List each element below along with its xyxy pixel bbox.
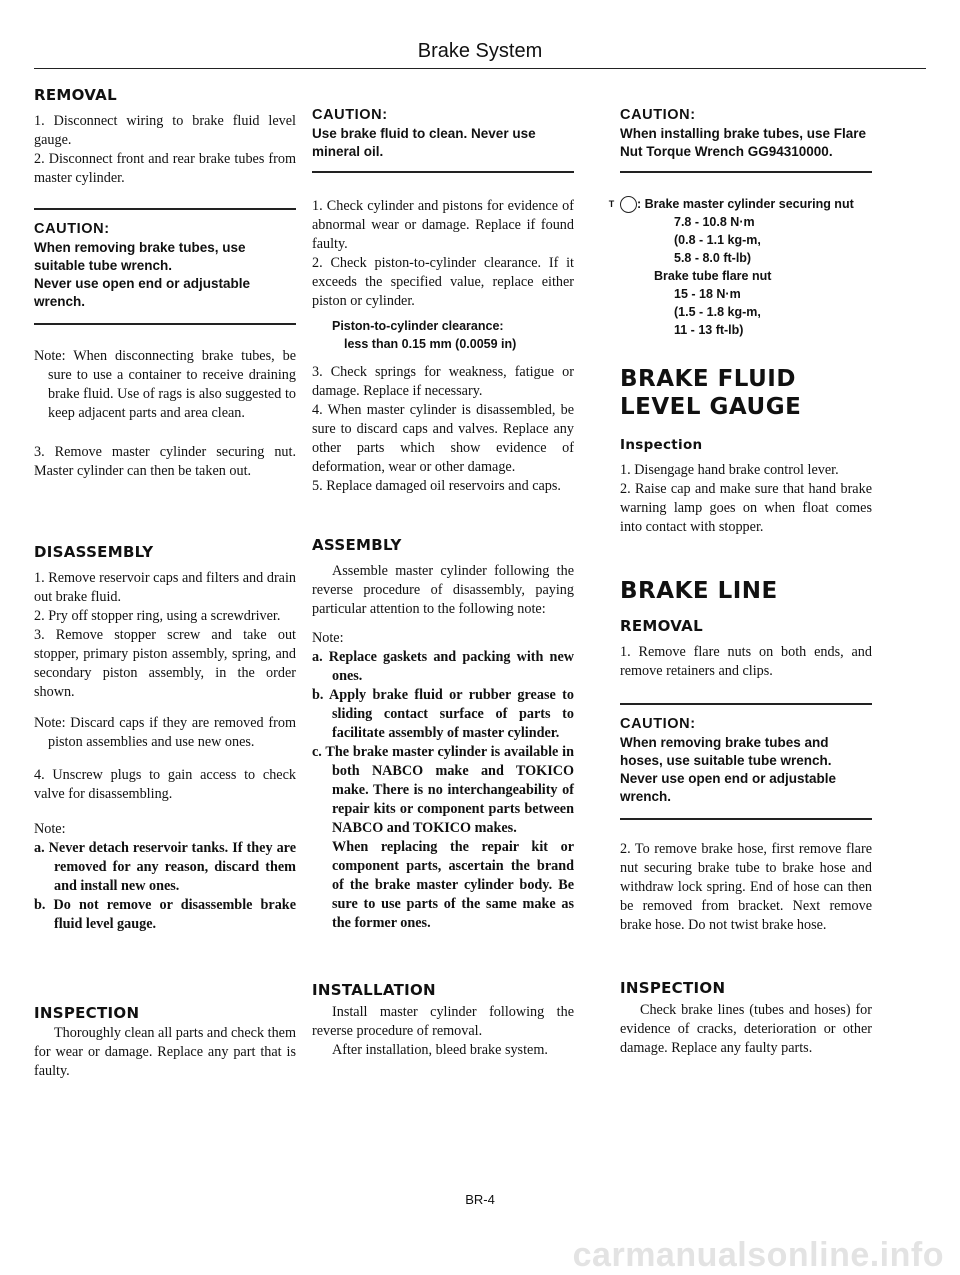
check-step-4: 4. When master cylinder is disassembled, be sure to discard caps and valves. Replace any other parts which show evidence of deformation, wear or other damage. [312, 402, 574, 475]
disassembly-step-4: 4. Unscrew plugs to gain access to check valve for disassembling. [34, 767, 296, 802]
inspection-heading: INSPECTION [34, 1004, 140, 1022]
brake-line-inspection-heading: INSPECTION [620, 979, 726, 998]
check-step-3: 3. Check springs for weakness, fatigue or damage. Replace if necessary. [312, 364, 574, 399]
caution-text: Never use open end or adjustable wrench. [34, 276, 251, 309]
page-number: BR-4 [465, 1192, 495, 1207]
assembly-text: Assemble master cylinder following the reverse procedure of disassembly, paying particular attention to the following note: [312, 563, 574, 617]
torque-line-2: Brake tube flare nut [654, 269, 772, 284]
page-title: Brake System [417, 40, 543, 62]
disassembly-step-3: 3. Remove stopper screw and take out stopper, primary piston assembly, spring, and secondary piston assembly, in the order shown. [34, 627, 296, 700]
torque-line-1 [608, 195, 872, 213]
assembly-item-c-cont: When replacing the repair kit or component parts, ascertain the brand of the brake master cylinder body. Be sure to use parts of the same make as the former ones. [332, 839, 574, 931]
assembly-note-label: Note: [312, 630, 344, 646]
brake-line-heading: BRAKE LINE [620, 578, 778, 605]
installation-text-1: Install master cylinder following the reverse procedure of removal. [312, 1004, 574, 1039]
brake-line-removal-heading: REMOVAL [620, 617, 703, 636]
brake-line-step-2: 2. To remove brake hose, first remove flare nut securing brake tube to brake hose and withdraw lock spring. End of hose can then be removed from bracket. Next remove brake hose. Do not twist brake hose. [620, 841, 872, 934]
assembly-item-b: b. Apply brake fluid or rubber grease to sliding contact surface of parts to facilitate assembly of master cylinder. [312, 687, 574, 741]
installation-text-2: After installation, bleed brake system. [332, 1042, 548, 1058]
note2-label: Note: [34, 821, 66, 837]
disassembly-step-2: 2. Pry off stopper ring, using a screwdriver. [34, 608, 281, 624]
caution-title: CAUTION: [312, 107, 388, 123]
brake-line-step-1: 1. Remove flare nuts on both ends, and remove retainers and clips. [620, 644, 872, 680]
column-right [608, 84, 872, 1058]
torque-spec-1c: 5.8 - 8.0 ft-lb) [674, 251, 752, 266]
fluid-gauge-step-2: 2. Raise cap and make sure that hand brake warning lamp goes on when float comes into contact with stopper. [620, 481, 872, 536]
note2-item-b: b. Do not remove or disassemble brake fluid level gauge. [34, 897, 296, 932]
torque-label: : Brake master cylinder securing nut [637, 197, 854, 211]
removal-step-3: 3. Remove master cylinder securing nut. Master cylinder can then be taken out. [34, 444, 296, 479]
removal-heading: REMOVAL [34, 86, 117, 104]
check-step-1: 1. Check cylinder and pistons for evidence of abnormal wear or damage. Replace if found faulty. [312, 198, 574, 252]
removal-note [34, 347, 296, 423]
column-middle [312, 84, 574, 1060]
caution-box-install [620, 84, 872, 173]
disassembly-heading: DISASSEMBLY [34, 543, 154, 561]
installation-heading: INSTALLATION [312, 981, 436, 999]
fluid-gauge-step-1: 1. Disengage hand brake control lever. [620, 462, 839, 479]
fluid-gauge-heading: BRAKE FLUID LEVEL GAUGE [620, 366, 802, 421]
column-left [34, 84, 296, 1081]
assembly-item-c: c. The brake master cylinder is available in both NABCO make and TOKICO make. There is no interchangeability of repair kits or component parts between NABCO and TOKICO makes. [312, 744, 574, 836]
fluid-gauge-subheading: Inspection [620, 437, 703, 454]
removal-step-1: 1. Disconnect wiring to brake fluid level gauge. [34, 113, 296, 148]
check-step-5: 5. Replace damaged oil reservoirs and caps. [312, 478, 561, 494]
torque-spec-2a: 15 - 18 N·m [674, 287, 741, 302]
caution-title: CAUTION: [620, 107, 696, 123]
caution-title: CAUTION: [34, 221, 110, 237]
caution-box-removal [34, 208, 296, 325]
caution-box-brake-line [620, 703, 872, 820]
disassembly-step-1: 1. Remove reservoir caps and filters and drain out brake fluid. [34, 570, 296, 605]
watermark-logo: carmanualsonline.info [572, 1236, 944, 1274]
clearance-label: Piston-to-cylinder clearance: [332, 319, 504, 333]
clearance-value: less than 0.15 mm (0.0059 in) [344, 337, 517, 351]
caution-text: When installing brake tubes, use Flare Nut Torque Wrench GG94310000. [620, 126, 867, 159]
header-rule [34, 68, 926, 69]
caution-title: CAUTION: [620, 716, 696, 733]
note-text: Note: When disconnecting brake tubes, be sure to use a container to receive draining brake fluid. Use of rags is also suggested to keep adjacent parts and area clean. [34, 348, 296, 421]
inspection-text: Thoroughly clean all parts and check them for wear or damage. Replace any part that is faulty. [34, 1025, 296, 1079]
assembly-heading: ASSEMBLY [312, 536, 402, 554]
torque-spec-block [608, 195, 872, 339]
removal-step-2: 2. Disconnect front and rear brake tubes from master cylinder. [34, 151, 296, 186]
torque-spec-2b: (1.5 - 1.8 kg-m, [674, 305, 761, 320]
torque-spec-2c: 11 - 13 ft-lb) [674, 323, 744, 338]
note2-item-a: a. Never detach reservoir tanks. If they are removed for any reason, discard them and install new ones. [34, 840, 296, 894]
caution-text: When removing brake tubes and hoses, use suitable tube wrench. Never use open end or adjustable wrench. [620, 735, 837, 805]
torque-spec-1b: (0.8 - 1.1 kg-m, [674, 233, 761, 248]
disassembly-note: Note: Discard caps if they are removed from piston assemblies and use new ones. [34, 715, 296, 750]
check-step-2: 2. Check piston-to-cylinder clearance. If it exceeds the specified value, replace either piston or cylinder. [312, 255, 574, 309]
assembly-item-a: a. Replace gaskets and packing with new ones. [312, 649, 574, 684]
caution-box-clean [312, 84, 574, 173]
torque-spec-1a: 7.8 - 10.8 N·m [674, 215, 755, 230]
caution-text: When removing brake tubes, use suitable tube wrench. [34, 240, 246, 273]
caution-text: Use brake fluid to clean. Never use mineral oil. [312, 126, 536, 159]
brake-line-inspection-text: Check brake lines (tubes and hoses) for evidence of cracks, deterioration or other damage. Replace any faulty parts. [620, 1002, 872, 1057]
torque-wrench-icon: T [620, 196, 637, 213]
